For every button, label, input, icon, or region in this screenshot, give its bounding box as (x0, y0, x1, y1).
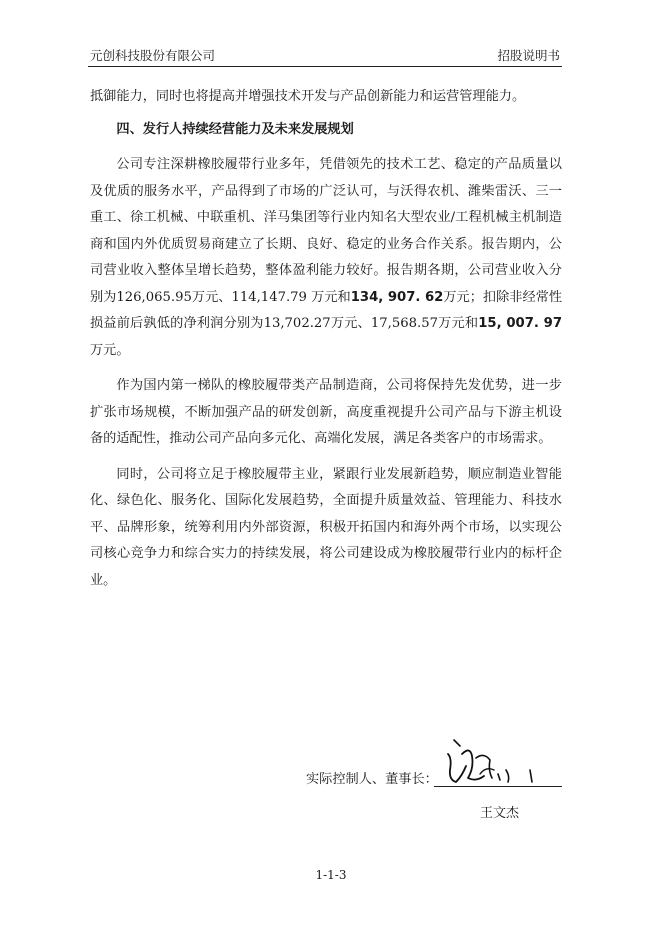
paragraph-ending: 万元。 (90, 342, 130, 358)
latest-net-profit-value: 15, 007. 97 (478, 316, 562, 331)
signatory-name: 王文杰 (480, 806, 520, 821)
net-profit-text: 万元；扣除非经常性损益前后孰低的净利润分别为13,702.27万元、17,568.57万元和 (90, 289, 563, 331)
continuation-paragraph: 抵御能力，同时也将提高并增强技术开发与产品创新能力和运营管理能力。 (90, 89, 526, 104)
market-strategy-paragraph: 作为国内第一梯队的橡胶履带类产品制造商，公司将保持先发优势，进一步扩张市场规模，不断加强产品的研发创新，高度重视提升公司产品与下游主机设备的适配性，推动公司产品向多元化、高端化发展，满足各类客户的市场需求。 (90, 378, 562, 446)
signature-label: 实际控制人、董事长： (306, 772, 438, 787)
handwritten-signature (432, 736, 562, 792)
page-header (90, 46, 560, 66)
business-overview-text: 公司专注深耕橡胶履带行业多年，凭借领先的技术工艺、稳定的产品质量以及优质的服务水平，产品得到了市场的广泛认可，与沃得农机、潍柴雷沃、三一重工、徐工机械、中联重机、洋马集团等行业内知名大型农业/工程机械主机制造商和国内外优质贸易商建立了长期、良好、稳定的业务合作关系。报告期内，公司营业收入整体呈增长趋势，整体盈利能力较好。报告期各期，公司营业收入分别为126,065.95万元、114,147.79 万元和 (90, 157, 562, 305)
signature-block (300, 736, 570, 826)
document-body (90, 84, 562, 594)
header-divider (88, 66, 562, 67)
section-heading: 四、发行人持续经营能力及未来发展规划 (116, 121, 354, 137)
business-overview-paragraph (90, 152, 562, 364)
header-company-name: 元创科技股份有限公司 (90, 48, 216, 63)
development-plan-paragraph: 同时，公司将立足于橡胶履带主业，紧跟行业发展新趋势，顺应制造业智能化、绿色化、服务化、国际化发展趋势，全面提升质量效益、管理能力、科技水平、品牌形象，统筹利用内外部资源，积极开拓国内和海外两个市场，以实现公司核心竞争力和综合实力的持续发展，将公司建设成为橡胶履带行业内的标杆企业。 (90, 466, 562, 588)
header-document-type: 招股说明书 (497, 48, 560, 63)
latest-revenue-value: 134, 907. 62 (350, 289, 444, 305)
page-number: 1-1-3 (315, 868, 347, 882)
signature-line (434, 786, 562, 787)
